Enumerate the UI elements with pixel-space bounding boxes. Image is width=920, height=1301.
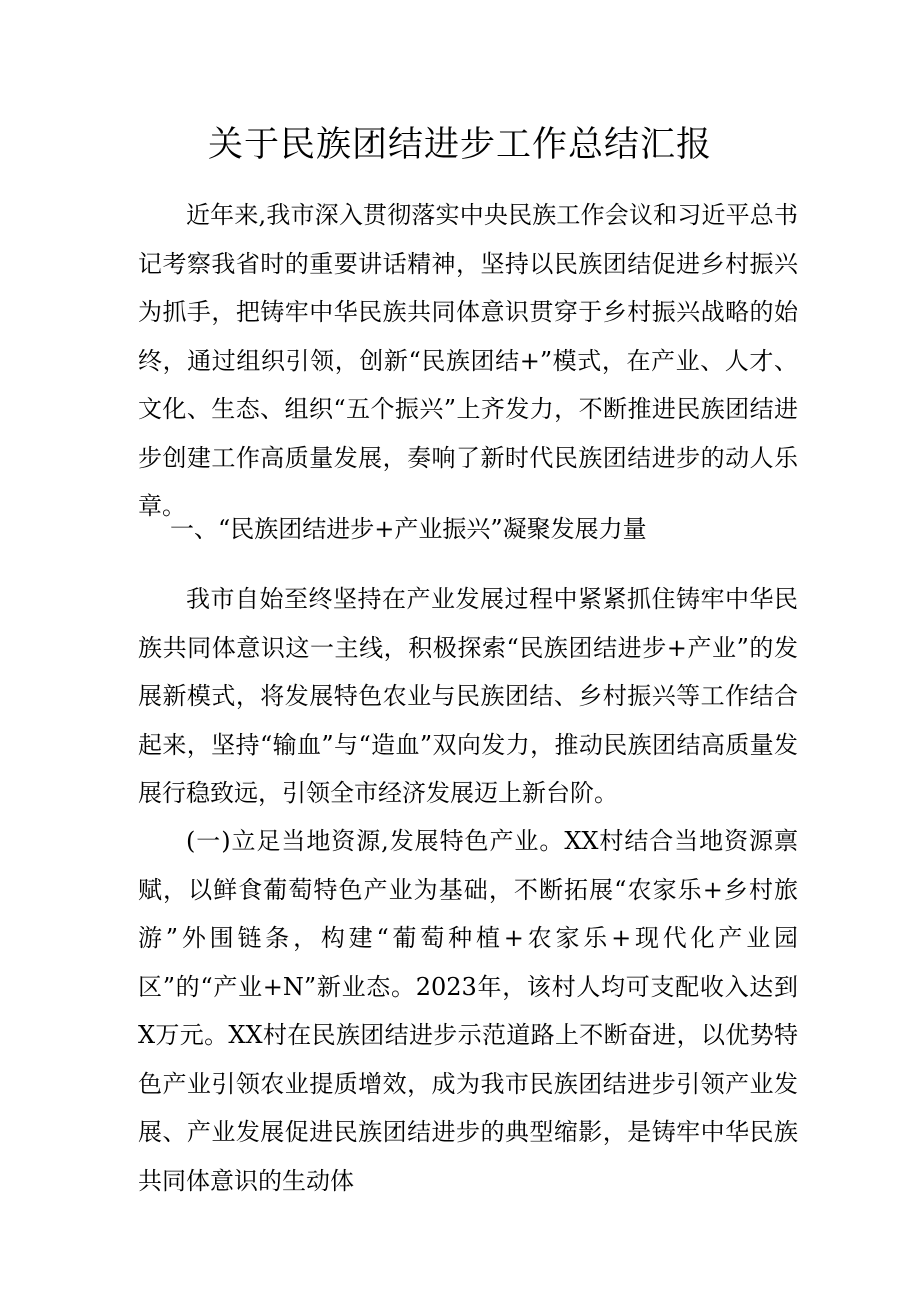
intro-paragraph: 近年来,我市深入贯彻落实中央民族工作会议和习近平总书记考察我省时的重要讲话精神，坚持以民族团结促进乡村振兴为抓手，把铸牢中华民族共同体意识贯穿于乡村振兴战略的始终，通过组织引领，创新“民族团结+”模式，在产业、人才、文化、生态、组织“五个振兴”上齐发力，不断推进民族团结进步创建工作高质量发展，奏响了新时代民族团结进步的动人乐章。 <box>138 201 798 520</box>
document-title: 关于民族团结进步工作总结汇报 <box>207 125 712 165</box>
section-1-paragraph: 我市自始至终坚持在产业发展过程中紧紧抓住铸牢中华民族共同体意识这一主线，积极探索“民族团结进步+产业”的发展新模式，将发展特色农业与民族团结、乡村振兴等工作结合起来，坚持“输血”与“造血”双向发力，推动民族团结高质量发展行稳致远，引领全市经济发展迈上新台阶。 <box>138 585 798 807</box>
section-heading-1: 一、“民族团结进步+产业振兴”凝聚发展力量 <box>170 515 647 543</box>
subsection-1-paragraph: (一)立足当地资源,发展特色产业。XX村结合当地资源禀赋，以鲜食葡萄特色产业为基础，不断拓展“农家乐+乡村旅游”外围链条，构建“葡萄种植+农家乐+现代化产业园区”的“产业+N”新业态。2023年，该村人均可支配收入达到X万元。XX村在民族团结进步示范道路上不断奋进，以优势特色产业引领农业提质增效，成为我市民族团结进步引领产业发展、产业发展促进民族团结进步的典型缩影，是铸牢中华民族共同体意识的生动体 <box>138 827 798 1195</box>
